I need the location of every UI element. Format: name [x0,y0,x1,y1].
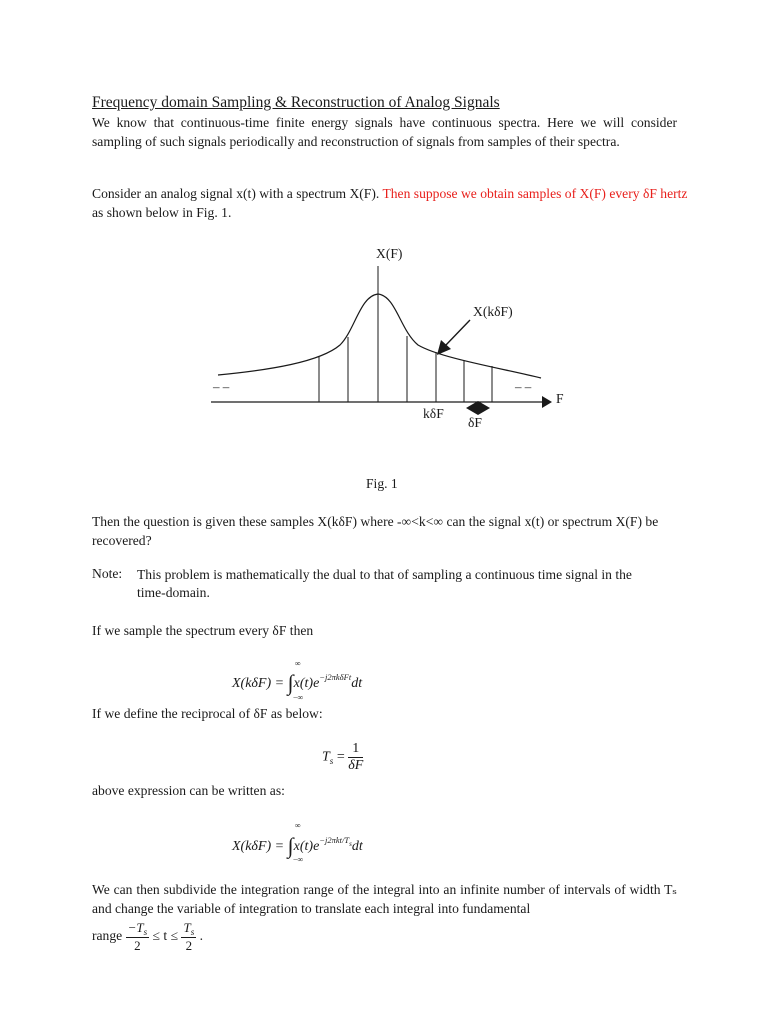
range-left-den: 2 [134,938,141,953]
eq2-equals: = [336,749,345,765]
range-left-fraction [126,920,150,954]
note-label: Note: [92,566,123,581]
equation-2 [322,741,363,774]
eq2-numerator: 1 [348,741,363,758]
consider-text: Consider an analog signal x(t) with a spectrum X(F). [92,186,383,201]
range-left-num-sub: s [143,927,148,937]
if-sample-text: If we sample the spectrum every δF then [92,623,314,638]
eq2-denominator: δF [348,758,364,773]
eq1-upper-limit: ∞ [295,659,301,668]
delta-arrow-left [466,401,478,415]
range-right-num [181,920,196,938]
consider-paragraph [92,184,692,222]
right-dashes: – – [515,379,532,394]
f-axis-arrow [542,396,552,408]
eq3-dt: dt [351,839,363,854]
intro-paragraph: We know that continuous-time finite energy signals have continuous spectra. Here we will consider sampling of such signals periodically and reconstruction of signals from samples of their spectra. [92,115,677,149]
equation-1 [232,667,362,693]
spectrum-figure [0,236,768,436]
left-dashes: – – [213,379,230,394]
equation-3 [232,830,363,856]
range-right-num-text: T [183,920,191,935]
sample-label: X(kδF) [473,304,513,319]
eq2-lhs: T [322,749,330,765]
range-right-den: 2 [185,938,193,953]
eq1-integrand: x(t)e [293,676,320,691]
delta-f-label: δF [468,415,482,430]
integral-sign: ∫ [287,670,294,695]
eq3-lhs: X(kδF) = [232,839,285,854]
question-paragraph: Then the question is given these samples X(kδF) where -∞<k<∞ can the signal x(t) or spectrum X(F) be recovered? [92,514,659,548]
eq3-upper-limit: ∞ [295,821,301,830]
note-text: This problem is mathematically the dual to that of sampling a continuous time signal in the time-domain. [137,567,632,600]
subdivide-paragraph: We can then subdivide the integration range of the integral into an infinite number of intervals of width Tₛ and change the variable of integration to translate each integral into fundamental [92,882,677,916]
eq2-lhs-sub: s [329,755,334,766]
range-left-num [126,920,150,938]
eq2-fraction [348,741,363,774]
range-right-num-sub: s [190,927,195,937]
eq1-dt: dt [351,676,363,691]
range-expression [92,920,203,954]
range-middle: ≤ t ≤ [152,928,179,944]
sample-lines [319,336,492,402]
k-delta-label: kδF [423,406,444,421]
delta-arrow-right [478,401,490,415]
eq1-exponent: −j2πkδFt [319,672,352,682]
page-title: Frequency domain Sampling & Reconstruction of Analog Signals [92,94,500,111]
eq3-lower-limit: −∞ [293,855,304,864]
range-word: range [92,928,123,944]
f-axis-label: F [556,391,564,406]
integral-sign: ∫ [287,833,294,858]
range-left-num-text: −T [127,920,144,935]
figure-caption: Fig. 1 [366,476,398,491]
highlighted-text: Then suppose we obtain samples of X(F) every δF hertz [382,186,688,201]
eq3-exponent-sub: s [349,840,352,848]
above-expression-text: above expression can be written as: [92,783,285,798]
consider-tail: as shown below in Fig. 1. [92,205,232,220]
y-axis-label: X(F) [376,246,403,261]
if-define-text: If we define the reciprocal of δF as below: [92,706,323,721]
range-right-fraction [181,920,196,954]
eq1-lower-limit: −∞ [293,693,304,702]
range-end: . [199,928,204,944]
eq3-integrand: x(t)e [293,839,320,854]
sample-pointer-line [445,320,470,346]
eq1-lhs: X(kδF) = [232,676,285,691]
eq3-exponent: −j2πkt/T [319,835,350,845]
